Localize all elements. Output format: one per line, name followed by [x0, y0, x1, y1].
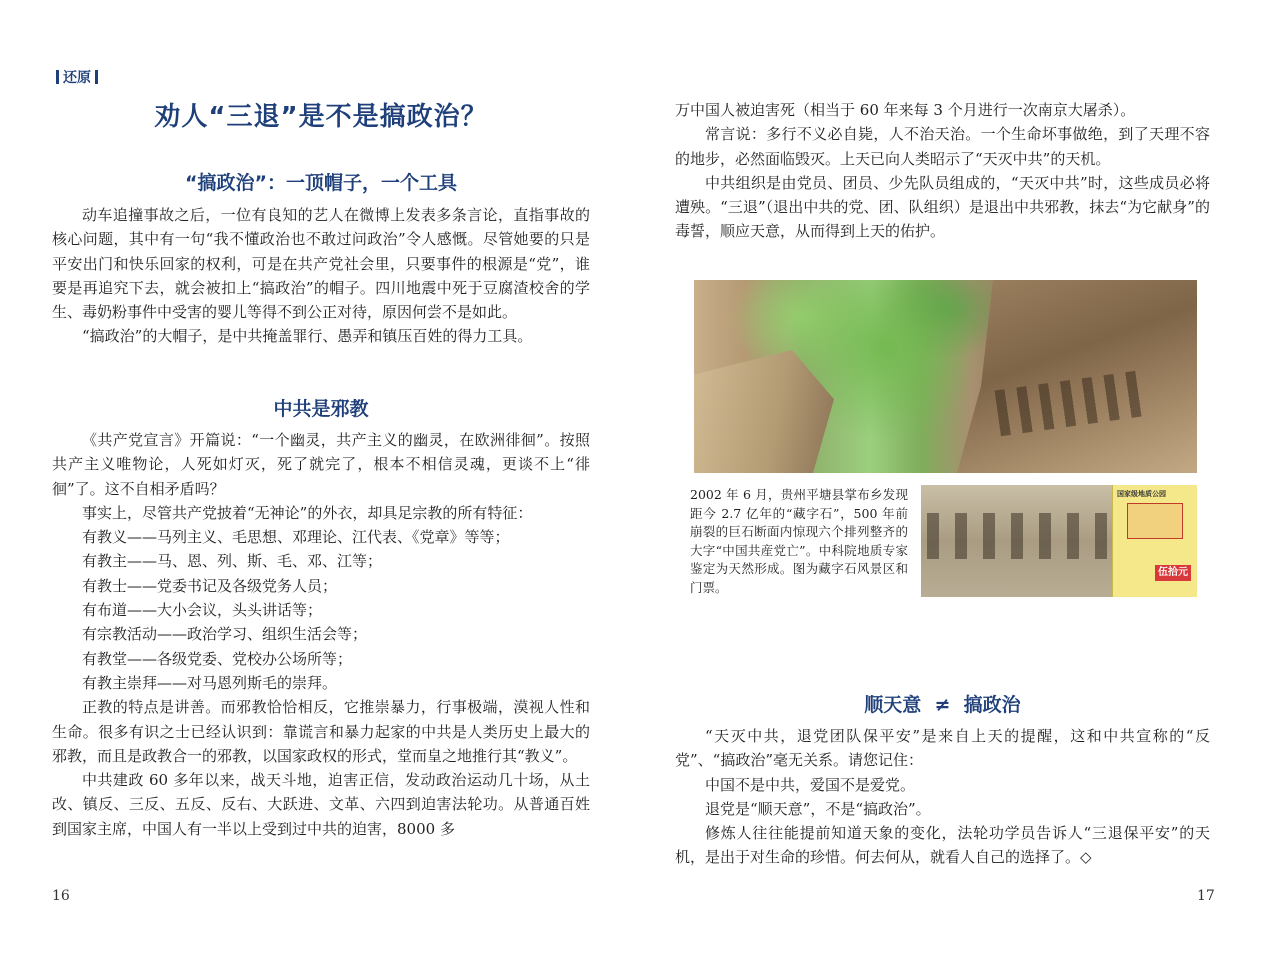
paragraph: 正教的特点是讲善。而邪教恰恰相反，它推崇暴力，行事极端，漠视人性和生命。很多有识之士已经认识到：靠谎言和暴力起家的中共是人类历史上最大的邪教，而且是政教合一的邪教，以国家政权的形式，堂而皇之地推行其“教义”。: [52, 698, 590, 765]
paragraph: 事实上，尽管共产党披着“无神论”的外衣，却具足宗教的所有特征：: [82, 503, 533, 522]
paragraph: 动车追撞事故之后，一位有良知的艺人在微博上发表多条言论，直指事故的核心问题，其中有一句“我不懂政治也不敢过问政治”令人感慨。尽管她要的只是平安出门和快乐回家的权利，可是在共产党社会里，只要事件的根源是“党”，谁要是再追究下去，就会被扣上“搞政治”的帽子。四川地震中死于豆腐渣校舍的学生、毒奶粉事件中受害的婴儿等得不到公正对待，原因何尝不是如此。: [52, 206, 590, 322]
list-item: 有布道——大小会议，头头讲话等；: [82, 601, 323, 620]
ticket-stamp: [1127, 503, 1183, 539]
paragraph: 万中国人被迫害死（相当于 60 年来每 3 个月进行一次南京大屠杀）。: [675, 101, 1136, 119]
left-text-block-1: [52, 203, 590, 349]
paragraph: 中共组织是由党员、团员、少先队员组成的，“天灭中共”时，这些成员必将遭殃。“三退”（退出中共的党、团、队组织）是退出中共邪教，抹去“为它献身”的毒誓，顺应天意，从而得到上天的佑护。: [675, 173, 1210, 241]
paragraph: 退党是“顺天意”，不是“搞政治”。: [705, 799, 931, 818]
list-item: 有教士——党委书记及各级党务人员；: [82, 576, 338, 595]
rock-characters: [927, 513, 1117, 559]
left-text-block-2: [52, 428, 590, 841]
rock-left-shape: [694, 350, 834, 473]
list-item: 有教义——马列主义、毛思想、邓理论、江代表、《党章》等等；: [82, 528, 510, 547]
subheading-cult: 中共是邪教: [273, 398, 369, 420]
subheading-heaven-will: 顺天意 ≠ 搞政治: [864, 694, 1021, 716]
article-title: 劝人“三退”是不是搞政治？: [154, 102, 488, 132]
tag-bar-left: [56, 70, 59, 84]
paragraph: 常言说：多行不义必自毙，人不治天治。一个生命坏事做绝，到了天理不容的地步，必然面临毁灭。上天已向人类昭示了“天灭中共”的天机。: [675, 125, 1210, 168]
list-item: 有教主——马、恩、列、斯、毛、邓、江等；: [82, 552, 383, 571]
list-item: 有教堂——各级党委、党校办公场所等；: [82, 649, 353, 668]
section-tag: [52, 67, 102, 87]
paragraph: “天灭中共，退党团队保平安”是来自上天的提醒，这和中共宣称的“反党”、“搞政治”毫无关系。请您记住：: [675, 727, 1210, 770]
left-page: [0, 0, 632, 978]
list-item: 有教主崇拜——对马恩列斯毛的崇拜。: [82, 673, 338, 692]
ticket-header: 国家级地质公园: [1117, 490, 1166, 498]
subheading-political-hat: “搞政治”：一顶帽子，一个工具: [185, 172, 457, 194]
ticket-price: 伍拾元: [1155, 565, 1191, 581]
page-number-left: 16: [52, 888, 70, 904]
rock-landscape-photo: [694, 280, 1197, 473]
entrance-ticket: [1112, 485, 1197, 597]
tag-bar-right: [95, 70, 98, 84]
paragraph: 中共建政 60 多年以来，战天斗地，迫害正信，发动政治运动几十场，从土改、镇反、三反、五反、反右、大跃进、文革、六四到迫害法轮功。从普通百姓到国家主席，中国人有一半以上受到过中共的迫害，8000 多: [52, 771, 590, 838]
photo-caption: 2002 年 6 月，贵州平塘县掌布乡发现距今 2.7 亿年的“藏字石”，500 年前崩裂的巨石断面内惊现六个排列整齐的大字“中国共産党亡”。中科院地质专家鉴定为天然形成。图为藏字石风景区和门票。: [690, 487, 908, 595]
paragraph: 修炼人往往能提前知道天象的变化，法轮功学员告诉人“三退保平安”的天机，是出于对生命的珍惜。何去何从，就看人自己的选择了。◇: [675, 824, 1210, 867]
right-page: [632, 0, 1265, 978]
paragraph: “搞政治”的大帽子，是中共掩盖罪行、愚弄和镇压百姓的得力工具。: [82, 327, 533, 346]
page-number-right: 17: [1197, 888, 1215, 904]
paragraph: 《共产党宣言》开篇说：“一个幽灵，共产主义的幽灵，在欧洲徘徊”。按照共产主义唯物论，人死如灯灭，死了就完了，根本不相信灵魂，更谈不上“徘徊”了。这不自相矛盾吗？: [52, 431, 590, 498]
list-item: 有宗教活动——政治学习、组织生活会等；: [82, 625, 368, 644]
section-tag-label: 还原: [63, 70, 91, 86]
rock-right-shape: [957, 280, 1197, 473]
right-text-block-2: [675, 724, 1210, 870]
paragraph: 中国不是中共，爱国不是爱党。: [705, 775, 916, 794]
rock-and-ticket-photo: [921, 485, 1197, 597]
right-text-block-1: [675, 98, 1210, 244]
